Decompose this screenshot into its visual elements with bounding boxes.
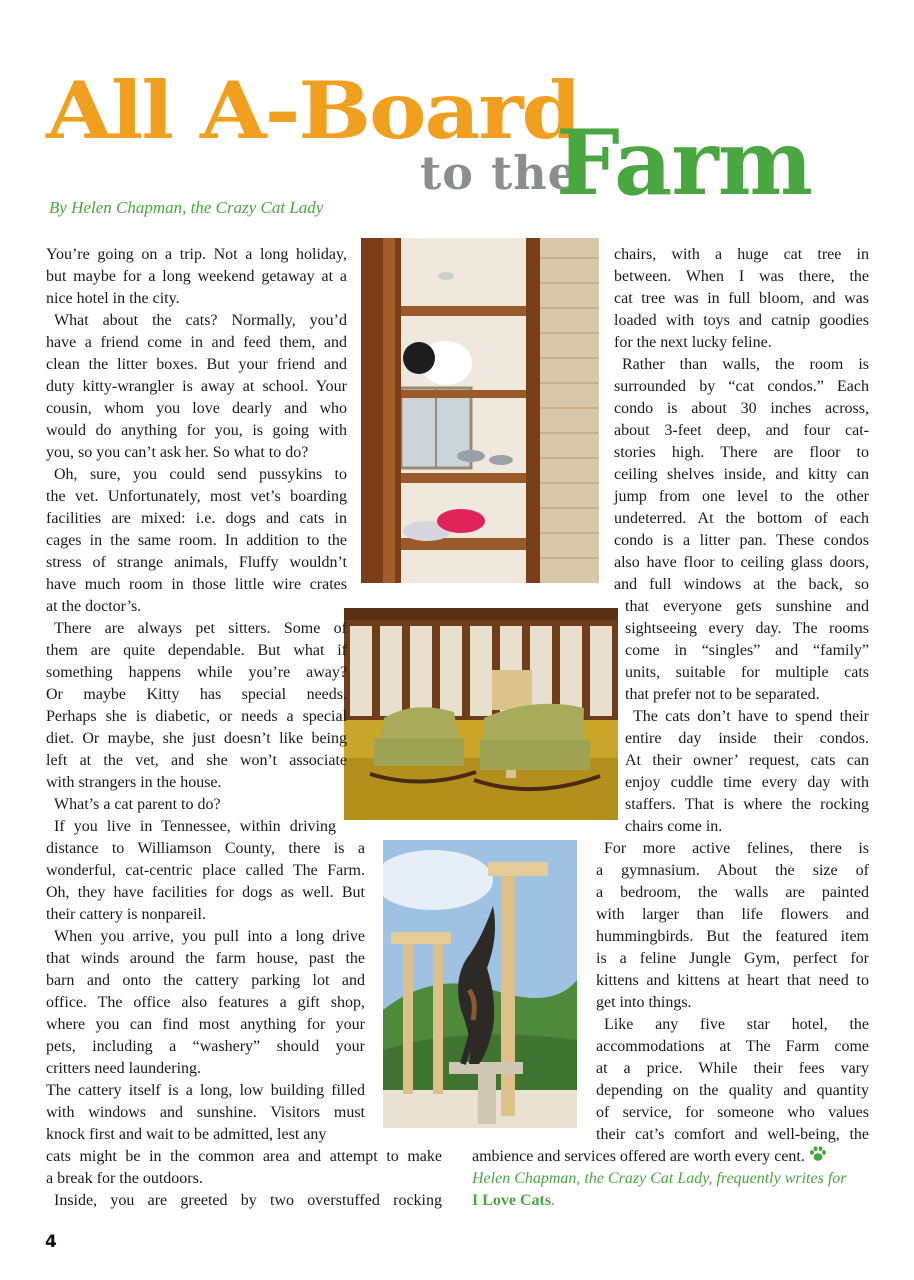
headline-main: All A-Board [46,64,580,158]
text-line: that prefer not to be separated. [625,686,820,703]
article-column-right-foot [472,1146,869,1212]
text-line: units, suitable for multiple cats [625,664,869,681]
text-line: Perhaps she is diabetic, or needs a special [46,708,347,725]
text-line: get into things. [596,994,692,1011]
text-line-with-paw [472,1146,869,1168]
text-line: staffers. That is where the rocking [625,796,869,813]
page-number: 4 [45,1232,57,1252]
text-line: duty kitty-wrangler is away at school. Your [46,378,347,395]
text-line: Rather than walls, the room is [622,356,869,373]
headline-farm: Farm [556,110,812,216]
photo-rocking-chairs [344,608,618,820]
text-line: depending on the quality and quantity [596,1082,869,1099]
text-line: Oh, sure, you could send pussykins to [54,466,347,483]
text-line: distance to Williamson County, there is a [46,840,365,857]
text-line: something happens while you’re away? [46,664,347,681]
text-line: The cats don’t have to spend their [633,708,869,725]
magazine-name: I Love Cats [472,1192,552,1209]
text-line: office. The office also features a gift shop, [46,994,365,1011]
rocking-chairs-illustration [344,608,618,820]
text-line: of service, for someone who values [596,1104,869,1121]
text-line: What about the cats? Normally, you’d [54,312,347,329]
author-credit-line2 [472,1190,869,1212]
text-line: nice hotel in the city. [46,290,180,307]
text-line: them are quite dependable. But what if [46,642,347,659]
text-line: condo is about 30 inches across, [614,400,869,417]
article-column-left-bottom [46,838,365,1146]
text-line: come in “singles” and “family” [625,642,869,659]
text-line: condo is a litter pan. These condos [614,532,869,549]
text-line: left at the vet, and she won’t associate [46,752,347,769]
text-line: cages in the same room. In addition to the [46,532,347,549]
text-line: cousin, whom you love dearly and who [46,400,347,417]
text-line: you, so you can’t ask her. So what to do? [46,444,309,461]
text-line: stress of strange animals, Fluffy wouldn’t [46,554,347,571]
text-line: For more active felines, there is [604,840,869,857]
text-line: The cattery itself is a long, low building filled [46,1082,365,1099]
text-line: their cat’s comfort and well-being, the [596,1126,869,1143]
text-line: a break for the outdoors. [46,1170,203,1187]
text-line: entire day inside their condos. [625,730,869,747]
text-line: the vet. Unfortunately, most vet’s boarding [46,488,347,505]
text-line: have a friend come in and feed them, and [46,334,347,351]
text-line: cat tree was in full bloom, and was [614,290,869,307]
text-line: surrounded by “cat condos.” Each [614,378,869,395]
text-line: would do anything for you, is going with [46,422,347,439]
text-line: cats might be in the common area and attempt to make [46,1148,442,1165]
text-line: between. When I was there, the [614,268,869,285]
article-column-right-top [614,244,869,596]
text-line: with strangers in the house. [46,774,222,791]
text-line: where you can find most anything for your [46,1016,365,1033]
text-line: barn and onto the cattery parking lot and [46,972,365,989]
article-column-right-bottom [596,838,869,1146]
text-line: stories high. There are floor to [614,444,869,461]
text-line: If you live in Tennessee, within driving [54,818,336,835]
text-line: about 3-feet deep, and four cat- [614,422,869,439]
text-line: sightseeing every day. The rooms [625,620,869,637]
photo-jungle-gym-cat [383,840,577,1128]
text-line: enjoy cuddle time every day with [625,774,869,791]
text-line: Oh, they have facilities for dogs as well. But [46,884,365,901]
text-line: facilities are mixed: i.e. dogs and cats in [46,510,347,527]
text-line: pets, including a “washery” should your [46,1038,365,1055]
text-line: but maybe for a long weekend getaway at a [46,268,347,285]
jungle-gym-illustration [383,840,577,1128]
text-line: and full windows at the back, so [614,576,869,593]
text-line: wonderful, cat-centric place called The Farm. [46,862,365,879]
article-column-left-top [46,244,347,838]
text-line: chairs, with a huge cat tree in [614,246,869,263]
article-column-right-middle [625,596,869,838]
article-column-left-foot [46,1146,442,1212]
photo-cat-condo [361,238,599,583]
text-line: with larger than life flowers and [596,906,869,923]
text-line: loaded with toys and catnip goodies [614,312,869,329]
text-line: for the next lucky feline. [614,334,772,351]
text-line: undeterred. At the bottom of each [614,510,869,527]
text-line: is a feline Jungle Gym, perfect for [596,950,869,967]
text-line: ambience and services offered are worth every cent. [472,1148,805,1165]
text-line: At their owner’ request, cats can [625,752,869,769]
credit-period: . [551,1192,556,1209]
text-line: a gymnasium. About the size of [596,862,869,879]
text-line: What’s a cat parent to do? [54,796,221,813]
text-line: with windows and sunshine. Visitors must [46,1104,365,1121]
text-line: hummingbirds. But the featured item [596,928,869,945]
byline: By Helen Chapman, the Crazy Cat Lady [49,198,324,217]
text-line: ceiling shelves inside, and kitty can [614,466,869,483]
text-line: their cattery is nonpareil. [46,906,206,923]
text-line: Inside, you are greeted by two overstuffed rocking [54,1192,442,1209]
headline-to-the: to the [420,146,578,200]
text-line: You’re going on a trip. Not a long holiday, [46,246,347,263]
text-line: critters need laundering. [46,1060,202,1077]
text-line: a bedroom, the walls are painted [596,884,869,901]
text-line: at a price. While their fees vary [596,1060,869,1077]
text-line: chairs come in. [625,818,723,835]
text-line: knock first and wait to be admitted, lest any [46,1126,327,1143]
text-line: that everyone gets sunshine and [625,598,869,615]
text-line: When you arrive, you pull into a long drive [54,928,365,945]
text-line: jump from one level to the other [614,488,869,505]
text-line: diet. Or maybe, she just doesn’t like being [46,730,347,747]
text-line: There are always pet sitters. Some of [54,620,347,637]
text-line: also have floor to ceiling glass doors, [614,554,869,571]
text-line: clean the litter boxes. But your friend and [46,356,347,373]
text-line: that winds around the farm house, past the [46,950,365,967]
author-credit-line1: Helen Chapman, the Crazy Cat Lady, frequently writes for [472,1170,847,1187]
text-line: accommodations at The Farm come [596,1038,869,1055]
text-line: at the doctor’s. [46,598,142,615]
text-line: have much room in those little wire crates [46,576,347,593]
text-line: Like any five star hotel, the [604,1016,869,1033]
paw-icon [809,1146,827,1162]
text-line: kittens and kittens at heart that need to [596,972,869,989]
text-line: Or maybe Kitty has special needs. [46,686,347,703]
cat-condo-illustration [361,238,599,583]
